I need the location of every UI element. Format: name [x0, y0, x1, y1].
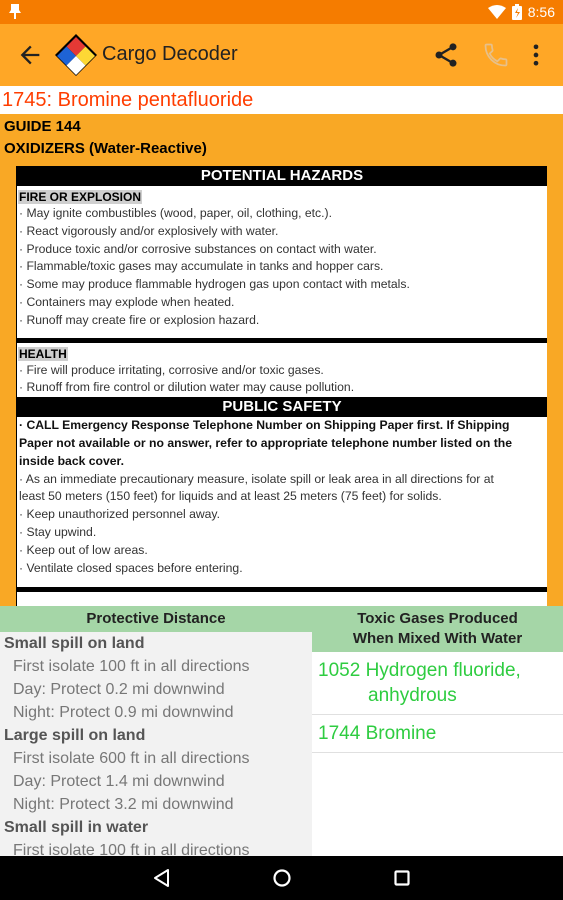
- recents-square-icon[interactable]: [390, 866, 414, 890]
- public-safety-header: PUBLIC SAFETY: [17, 397, 547, 417]
- hazard-line: · Flammable/toxic gases may accumulate in tanks and hopper cars.: [19, 259, 384, 274]
- phone-icon[interactable]: [482, 41, 510, 69]
- protective-distance-header: Protective Distance: [0, 606, 312, 632]
- safety-line-bold: Paper not available or no answer, refer to appropriate telephone number listed on the: [19, 435, 513, 450]
- back-arrow-icon[interactable]: [16, 41, 44, 69]
- system-nav-bar: [0, 856, 563, 900]
- distance-item: Day: Protect 1.4 mi downwind: [13, 773, 225, 790]
- spill-group-title: Large spill on land: [4, 727, 146, 744]
- fire-explosion-heading: FIRE OR EXPLOSION: [19, 190, 142, 204]
- overflow-menu-icon[interactable]: [522, 41, 550, 69]
- safety-line: · Stay upwind.: [19, 524, 97, 539]
- safety-line-bold: inside back cover.: [19, 453, 125, 468]
- hazard-line: · May ignite combustibles (wood, paper, oil, clothing, etc.).: [19, 206, 332, 220]
- safety-line: · Keep out of low areas.: [19, 542, 148, 557]
- hazard-line: · Runoff may create fire or explosion hazard.: [19, 312, 260, 327]
- hazard-line: · Containers may explode when heated.: [19, 294, 235, 309]
- distance-item: First isolate 600 ft in all directions: [13, 750, 250, 767]
- guide-panel: [16, 166, 547, 606]
- toxic-gases-header-line2: When Mixed With Water: [352, 630, 523, 647]
- toxic-gas-item[interactable]: [312, 652, 563, 715]
- distance-item: Night: Protect 0.9 mi downwind: [13, 704, 234, 721]
- distance-item: First isolate 100 ft in all directions: [13, 658, 250, 675]
- distance-item: First isolate 100 ft in all directions: [13, 842, 250, 856]
- toxic-gas-number: 1052: [318, 660, 361, 681]
- health-heading: HEALTH: [19, 346, 67, 361]
- safety-line: least 50 meters (150 feet) for liquids and at least 25 meters (75 feet) for solids.: [19, 489, 442, 504]
- toxic-gas-number: 1744: [318, 723, 361, 744]
- toxic-gases-header-line1: Toxic Gases Produced: [357, 610, 518, 627]
- section-divider: [17, 338, 547, 343]
- spill-group-title: Small spill in water: [4, 819, 149, 836]
- safety-line: · Ventilate closed spaces before entering.: [19, 560, 243, 575]
- hazard-line: · Produce toxic and/or corrosive substances on contact with water.: [19, 241, 377, 256]
- potential-hazards-header: POTENTIAL HAZARDS: [17, 166, 547, 186]
- toxic-gas-name: Bromine: [365, 723, 437, 744]
- safety-line-bold: · CALL Emergency Response Telephone Number on Shipping Paper first. If Shipping: [19, 418, 510, 433]
- notification-icon: [8, 3, 22, 21]
- chemical-title: 1745: Bromine pentafluoride: [0, 86, 563, 114]
- hazard-line: · Some may produce flammable hydrogen gas upon contact with metals.: [19, 277, 410, 292]
- safety-line: · Keep unauthorized personnel away.: [19, 507, 220, 522]
- hazard-diamond-logo: [54, 33, 98, 77]
- toxic-gases-column[interactable]: [312, 606, 563, 856]
- status-bar: [0, 0, 563, 24]
- home-circle-icon[interactable]: [270, 866, 294, 890]
- status-time: 8:56: [527, 4, 555, 20]
- spill-group-title: Small spill on land: [4, 635, 145, 652]
- toxic-gas-item[interactable]: [312, 715, 563, 753]
- safety-line: · As an immediate precautionary measure, isolate spill or leak area in all directions for at: [19, 471, 494, 486]
- hazard-line: · React vigorously and/or explosively with water.: [19, 223, 279, 238]
- battery-icon: [512, 4, 522, 20]
- toxic-gas-name: Hydrogen fluoride,: [365, 660, 521, 681]
- guide-number: GUIDE 144: [4, 118, 81, 135]
- distance-item: Night: Protect 3.2 mi downwind: [13, 796, 234, 813]
- toxic-gases-header: [312, 606, 563, 652]
- hazard-class: OXIDIZERS (Water-Reactive): [4, 140, 207, 157]
- share-icon[interactable]: [432, 41, 460, 69]
- health-line: · Runoff from fire control or dilution water may cause pollution.: [19, 380, 355, 395]
- details-panel: [0, 606, 563, 856]
- content-area[interactable]: [0, 86, 563, 856]
- back-triangle-icon[interactable]: [150, 866, 174, 890]
- section-divider: [17, 587, 547, 592]
- app-bar: [0, 24, 563, 86]
- protective-distance-column[interactable]: [0, 606, 312, 856]
- wifi-icon: [488, 5, 506, 19]
- app-title: Cargo Decoder: [102, 43, 238, 65]
- toxic-gas-name-cont: anhydrous: [368, 685, 457, 706]
- distance-item: Day: Protect 0.2 mi downwind: [13, 681, 225, 698]
- health-line: · Fire will produce irritating, corrosive and/or toxic gases.: [19, 362, 324, 377]
